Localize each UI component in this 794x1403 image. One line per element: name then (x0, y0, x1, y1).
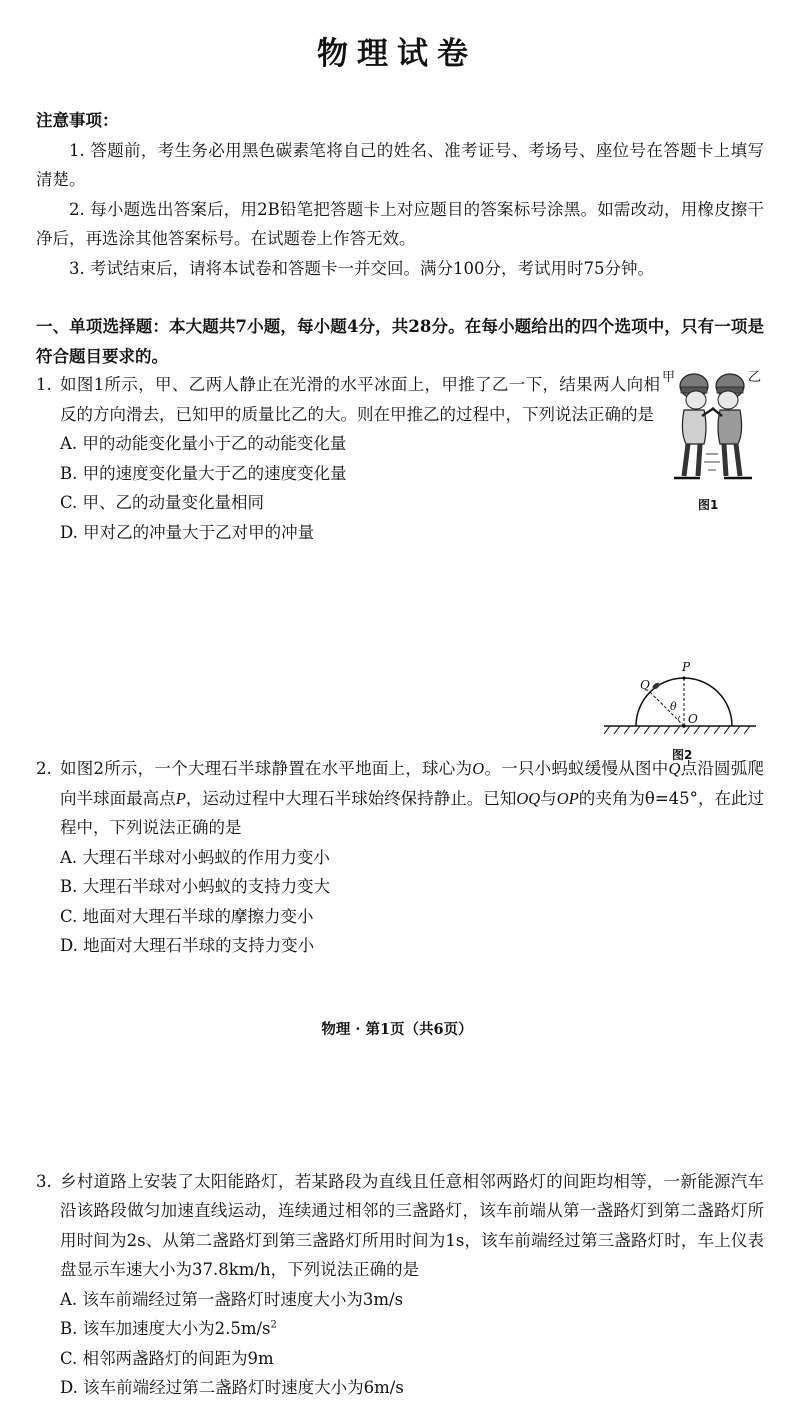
question-1 (36, 370, 764, 547)
notice-section (36, 106, 764, 283)
page-footer: 物理 · 第1页（共6页） (321, 1021, 473, 1038)
notice-item-1: 1. 答题前，考生务必用黑色碳素笔将自己的姓名、准考证号、考场号、座位号在答题卡上填写清楚。 (36, 140, 764, 189)
figure-2 (600, 660, 760, 770)
var-o: O (472, 759, 485, 778)
notice-item-2: 2. 每小题选出答案后，用2B铅笔把答题卡上对应题目的答案标号涂黑。如需改动，用橡皮擦干净后，再选涂其他答案标号。在试题卷上作答无效。 (36, 199, 764, 248)
section1-heading-text: 一、单项选择题：本大题共7小题，每小题4分，共28分。在每小题给出的四个选项中，只有一项是符合题目要求的。 (36, 317, 764, 366)
option-d: D. 地面对大理石半球的支持力变小 (60, 936, 315, 955)
stem-part: 的夹角为θ=45°，在此过程中，下列说法正确的是 (60, 788, 765, 837)
option-c: C. 地面对大理石半球的摩擦力变小 (60, 906, 314, 926)
stem-part: 与 (540, 788, 557, 808)
option-b-superscript: 2 (270, 1319, 277, 1331)
question-stem: 如图1所示，甲、乙两人静止在光滑的水平冰面上，甲推了乙一下，结果两人向相反的方向滑去，已知甲的质量比乙的大。则在甲推乙的过程中，下列说法正确的是 (60, 375, 660, 424)
figure1-label-jia: 甲 (662, 370, 676, 385)
notice-item-3: 3. 考试结束后，请将本试卷和答题卡一并交回。满分100分，考试用时75分钟。 (69, 258, 654, 278)
figure1-label-yi: 乙 (748, 370, 762, 385)
hemisphere-diagram (600, 660, 760, 750)
option-b: B. 甲的速度变化量大于乙的速度变化量 (60, 463, 347, 483)
figure2-label-o: O (688, 712, 698, 726)
question-number: 2. (36, 759, 52, 778)
option-a: A. 大理石半球对小蚂蚁的作用力变小 (60, 847, 330, 867)
option-d: D. 该车前端经过第二盏路灯时速度大小为6m/s (60, 1378, 404, 1397)
var-op: OP (556, 788, 579, 808)
option-d: D. 甲对乙的冲量大于乙对甲的冲量 (60, 522, 315, 542)
figure2-label-q: Q (640, 678, 650, 692)
figure1-caption: 图1 (698, 498, 719, 512)
option-c: C. 相邻两盏路灯的间距为9m (60, 1348, 274, 1368)
stem-part: ，运动过程中大理石半球始终保持静止。已知 (185, 788, 517, 808)
question-2 (36, 754, 764, 961)
option-c: C. 甲、乙的动量变化量相同 (60, 493, 265, 512)
figure2-label-theta: θ (670, 700, 677, 713)
option-a: A. 该车前端经过第一盏路灯时速度大小为3m/s (60, 1289, 404, 1309)
option-b (36, 1314, 764, 1344)
option-a: A. 甲的动能变化量小于乙的动能变化量 (60, 434, 347, 453)
stem-part: 如图2所示，一个大理石半球静置在水平地面上，球心为 (60, 759, 473, 778)
option-b-text: B. 该车加速度大小为2.5m/s (60, 1319, 271, 1338)
stem-part: 点沿圆弧爬向半球面最高点 (60, 759, 765, 808)
question-number: 1. (36, 375, 52, 394)
stem-part: 。一只小蚂蚁缓慢从图中 (484, 759, 669, 778)
var-oq: OQ (516, 788, 541, 808)
figure-1 (660, 370, 764, 520)
notice-heading: 注意事项： (36, 111, 119, 130)
var-q: Q (668, 759, 681, 778)
skaters-illustration (660, 370, 764, 488)
section1-heading (36, 312, 764, 371)
question-number: 3. (36, 1171, 52, 1191)
figure2-label-p: P (682, 660, 691, 674)
question-stem: 乡村道路上安装了太阳能路灯，若某路段为直线且任意相邻两路灯的间距均相等，一新能源汽车沿该路段做匀加速直线运动，连续通过相邻的三盏路灯，该车前端从第一盏路灯到第二盏路灯所用时间为2s、从第二盏路灯到第三盏路灯所用时间为1s，该车前端经过第三盏路灯时，车上仪表盘显示车速大小为37.8km/h，下列说法正确的是 (60, 1171, 764, 1279)
page-title: 物理试卷 (317, 36, 477, 72)
option-b: B. 大理石半球对小蚂蚁的支持力变大 (60, 877, 331, 896)
question-3 (36, 1167, 764, 1403)
figure2-caption: 图2 (672, 748, 693, 762)
var-p: P (175, 788, 186, 808)
